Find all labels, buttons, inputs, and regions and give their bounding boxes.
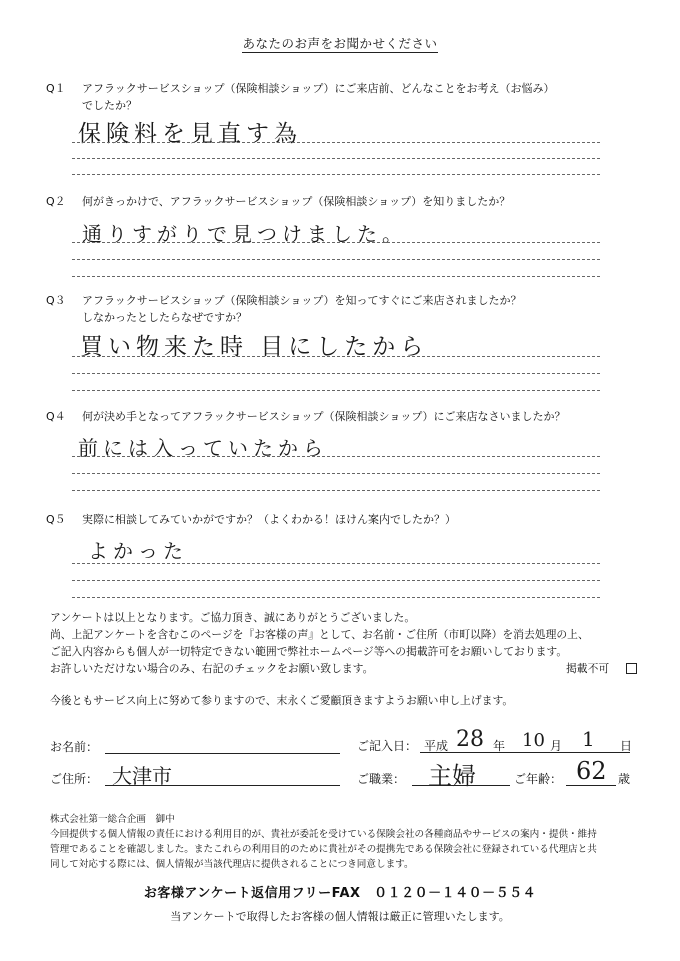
address-field[interactable] (105, 785, 340, 786)
answer-line (72, 390, 600, 391)
answer-line (72, 373, 600, 374)
privacy-note: 当アンケートで取得したお客様の個人情報は厳正に管理いたします。 (170, 910, 510, 923)
publish-refuse-label: 掲載不可 (566, 662, 610, 675)
occupation-label: ご職業： (357, 772, 406, 786)
footer-consent: 株式会社第一総合企画 御中 今回提供する個人情報の責任における利用目的が、貴社が委託を受けている保険会社の各種商品やサービスの案内・提供・維持 管理であることを確認しました。またこれらの利用目的のために貴社がその提携先である保険会社に登録されている代理店と共 同して対応する際には、個人情報が当該代理店に提供されることにつき同意します。 (50, 814, 597, 870)
answer-line (72, 456, 600, 457)
q3-text: アフラックサービスショップ（保険相談ショップ）を知ってすぐにご来店されましたか？ しなかったとしたらなぜですか？ (82, 294, 522, 324)
q1-label: Q１ (46, 82, 66, 95)
closing-text: 今後ともサービス向上に努めて参りますので、末永くご愛顧頂きますようお願い申し上げます。 (50, 694, 514, 707)
answer-line (72, 473, 600, 474)
day-value: 1 (582, 727, 595, 751)
answer-line (72, 490, 600, 491)
q4-answer: 前には入っていたから (78, 436, 328, 460)
date-label: ご記入日： (357, 739, 418, 753)
fax-number: お客様アンケート返信用フリーFAX ０１２０－１４０－５５４ (143, 886, 537, 901)
answer-line (72, 580, 600, 581)
date-field[interactable] (420, 752, 630, 753)
q3-label: Q３ (46, 294, 66, 307)
q4-label: Q４ (46, 410, 66, 423)
answer-line (72, 259, 600, 260)
occupation-field[interactable] (412, 785, 510, 786)
age-unit: 歳 (618, 772, 631, 786)
answer-line (72, 158, 600, 159)
age-label: ご年齢： (514, 772, 563, 786)
q3-answer: 買い物来た時 目にしたから (80, 334, 429, 360)
age-value: 62 (576, 757, 607, 785)
answer-line (72, 242, 600, 243)
q5-answer: よかった (88, 539, 188, 563)
answer-line (72, 276, 600, 277)
q2-answer: 通りすがりで見つけました。 (82, 222, 407, 246)
answer-line (72, 356, 600, 357)
q5-label: Q５ (46, 513, 66, 526)
age-field[interactable] (566, 785, 616, 786)
publish-refuse-checkbox[interactable] (626, 663, 637, 674)
address-value: 大津市 (112, 764, 172, 788)
month-value: 10 (522, 730, 545, 751)
q2-text: 何がきっかけで、アフラックサービスショップ（保険相談ショップ）を知りましたか？ (82, 195, 511, 208)
answer-line (72, 142, 600, 143)
era-label: 平成 (424, 739, 449, 753)
q1-text: アフラックサービスショップ（保険相談ショップ）にご来店前、どんなことをお考え（お悩み） でしたか？ (82, 82, 555, 112)
q5-text: 実際に相談してみていかがですか？（よくわかる！ほけん案内でしたか？） (82, 513, 456, 526)
notice-text: アンケートは以上となります。ご協力頂き、誠にありがとうございました。 尚、上記アンケートを含むこのページを『お客様の声』として、お名前・ご住所（市町以降）を消去処理の上、 ご記入内容からも個人が一切特定できない範囲で弊社ホームページ等への掲載許可をお願いしております。 お許しいただけない場合のみ、右記のチェックをお願い致します。 (50, 611, 589, 675)
answer-line (72, 174, 600, 175)
q2-label: Q２ (46, 195, 66, 208)
day-unit: 日 (620, 739, 633, 753)
year-unit: 年 (493, 739, 506, 753)
answer-line (72, 563, 600, 564)
month-unit: 月 (550, 739, 563, 753)
occupation-value: 主婦 (428, 762, 476, 790)
page-title: あなたのお声をお聞かせください (242, 36, 438, 51)
name-field[interactable] (105, 753, 340, 754)
q1-answer: 保険料を見直す為 (78, 121, 302, 147)
year-value: 28 (456, 727, 484, 752)
q4-text: 何が決め手となってアフラックサービスショップ（保険相談ショップ）にご来店なさいましたか？ (82, 410, 566, 423)
answer-line (72, 597, 600, 598)
name-label: お名前： (50, 740, 99, 754)
address-label: ご住所： (50, 772, 99, 786)
